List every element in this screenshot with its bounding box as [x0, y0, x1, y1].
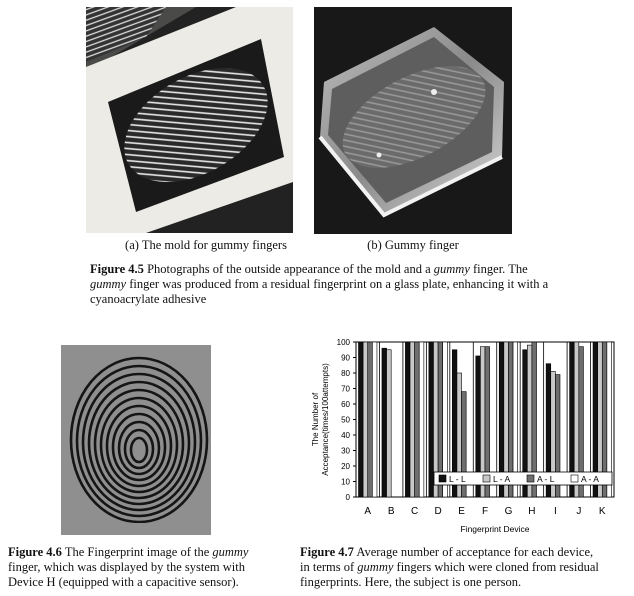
legend-label: L - L — [449, 474, 466, 484]
legend-swatch — [483, 475, 490, 482]
x-tick-label: H — [528, 506, 536, 517]
figure-label: Figure 4.5 — [90, 262, 144, 276]
legend-label: L - A — [493, 474, 511, 484]
y-tick-label: 90 — [341, 353, 350, 363]
bar — [405, 342, 410, 497]
figure-label: Figure 4.7 — [300, 545, 354, 559]
x-tick-label: G — [504, 506, 513, 517]
figure-4-6-caption: Figure 4.6 The Fingerprint image of the gummy finger, which was displayed by the system with Device H (equipped with a capacitive sensor). — [8, 545, 249, 589]
subcaption-b: (b) Gummy finger — [367, 238, 459, 252]
x-tick-label: F — [481, 506, 489, 517]
y-tick-label: 0 — [345, 493, 350, 502]
legend-swatch — [527, 475, 534, 482]
bar — [415, 342, 420, 497]
x-axis-label: Fingerprint Device — [460, 524, 530, 534]
mold-photo — [86, 7, 293, 233]
fingerprint-image — [61, 345, 211, 535]
y-tick-label: 100 — [336, 338, 350, 347]
x-tick-label: K — [598, 506, 606, 517]
bar — [429, 342, 434, 497]
x-tick-label: I — [553, 506, 557, 517]
x-tick-label: D — [434, 506, 442, 517]
legend-swatch — [439, 475, 446, 482]
bar — [359, 342, 364, 497]
x-tick-label: J — [576, 506, 582, 517]
figure-label: Figure 4.6 — [8, 545, 62, 559]
bar — [368, 342, 373, 497]
y-tick-label: 20 — [341, 462, 350, 471]
x-tick-label: E — [458, 506, 465, 517]
x-tick-label: C — [411, 506, 419, 517]
legend-swatch — [571, 475, 578, 482]
bar — [419, 342, 424, 497]
subcaption-a: (a) The mold for gummy fingers — [125, 238, 287, 252]
y-axis-label: The Number ofAcceptance(times/100attempts) — [311, 363, 330, 476]
bar — [382, 348, 387, 497]
y-tick-label: 80 — [341, 369, 350, 378]
x-tick-label: A — [364, 506, 372, 517]
y-tick-label: 10 — [341, 477, 350, 487]
bar — [363, 342, 368, 497]
bar — [410, 342, 415, 497]
y-tick-label: 70 — [341, 384, 350, 394]
legend-label: A - L — [537, 474, 555, 484]
figure-4-7-caption: Figure 4.7 Average number of acceptance for each device, in terms of gummy fingers which were cloned from residual fingerprints. Here, the subject is one person. — [300, 545, 599, 589]
legend-label: A - A — [581, 474, 599, 484]
y-tick-label: 60 — [341, 400, 350, 409]
figure-4-5-caption: Figure 4.5 Photographs of the outside appearance of the mold and a gummy finger. The gummy finger was produced from a residual fingerprint on a glass plate, enhancing it with a cyanoacrylate adhesive — [90, 262, 549, 306]
y-tick-label: 50 — [341, 415, 350, 425]
bar — [372, 342, 377, 497]
gummy-finger-photo — [314, 7, 512, 234]
y-tick-label: 30 — [341, 446, 350, 456]
acceptance-bar-chart — [300, 333, 630, 538]
bar — [387, 350, 392, 497]
y-tick-label: 40 — [341, 431, 350, 440]
x-tick-label: B — [387, 506, 395, 517]
